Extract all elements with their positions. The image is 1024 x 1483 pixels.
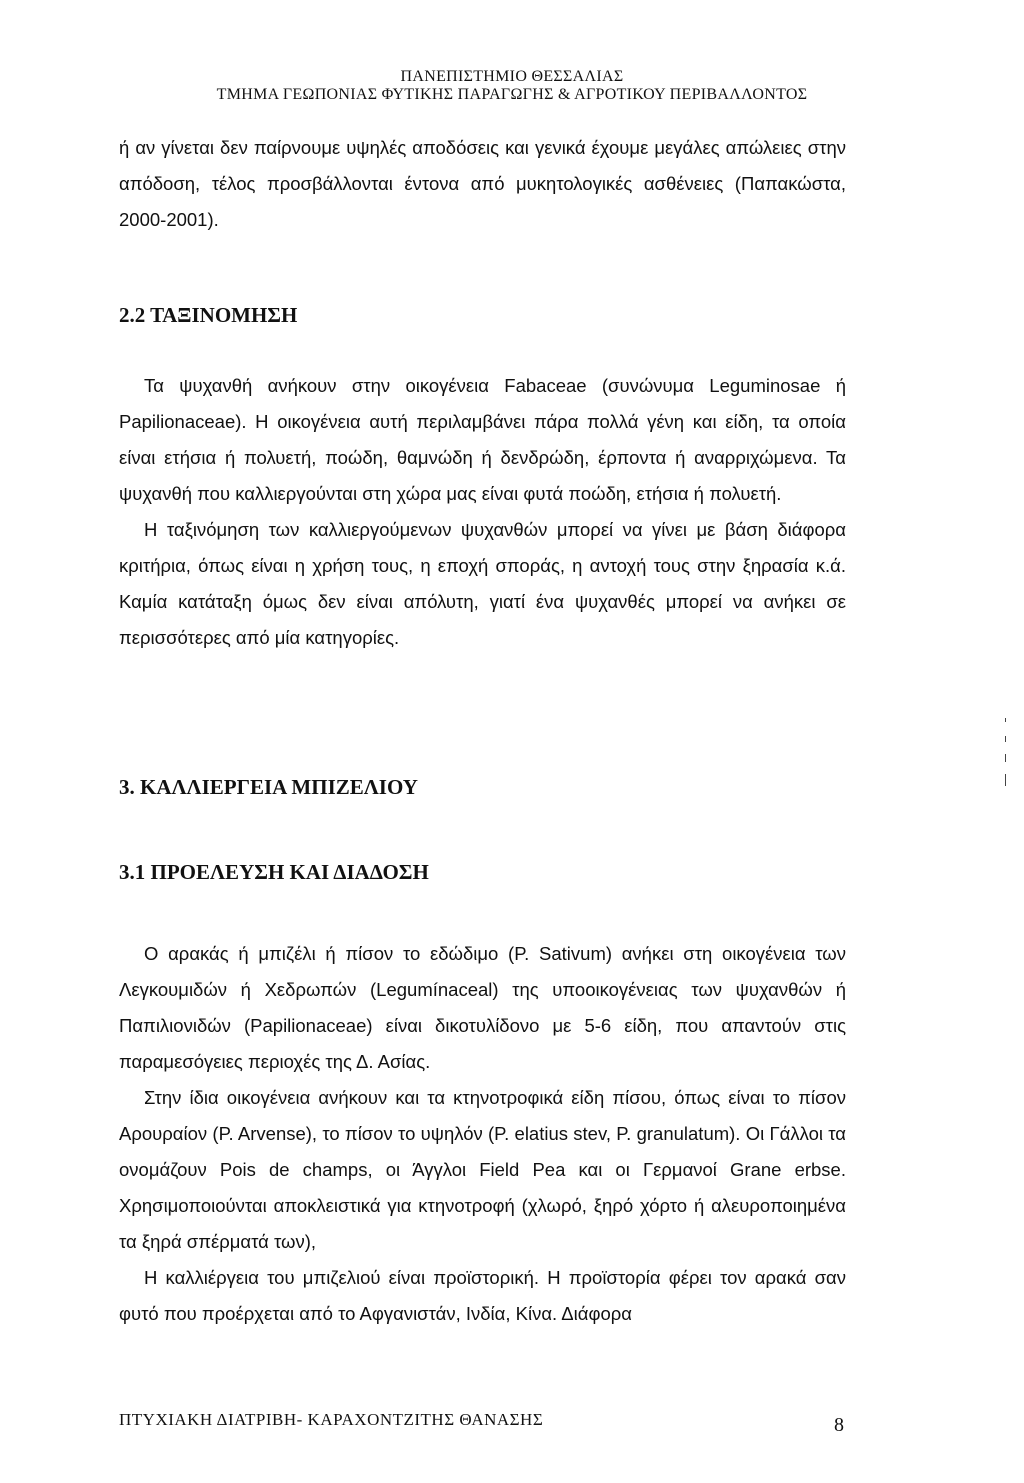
section-3-1-paragraph-1: Ο αρακάς ή μπιζέλι ή πίσον το εδώδιμο (P. Sativum) ανήκει στη οικογένεια των Λεγκουμιδών ή Χεδρωπών (Legumínaceal) της υποοικογένειας των ψυχανθών ή Παπιλιονιδών (Papilionaceae) είναι δικοτυλίδονο με 5-6 είδη, που απαντούν στις παραμεσόγειες περιοχές της Δ. Ασίας. <box>119 943 846 1072</box>
intro-block <box>119 130 846 238</box>
section-2-2-paragraph-1: Τα ψυχανθή ανήκουν στην οικογένεια Fabaceae (συνώνυμα Leguminosae ή Papilionaceae). Η οικογένεια αυτή περιλαμβάνει πάρα πολλά γένη και είδη, τα οποία είναι ετήσια ή πολυετή, ποώδη, θαμνώδη ή δενδρώδη, έρποντα ή αναρριχώμενα. Τα ψυχανθή που καλλιεργούνται στη χώρα μας είναι φυτά ποώδη, ετήσια ή πολυετή. <box>119 375 846 504</box>
section-heading-3-1: 3.1 ΠΡΟΕΛΕΥΣΗ ΚΑΙ ΔΙΑΔΟΣΗ <box>119 860 429 884</box>
section-3-1-paragraph-3: Η καλλιέργεια του μπιζελιού είναι προϊστορική. Η προϊστορία φέρει τον αρακά σαν φυτό που προέρχεται από το Αφγανιστάν, Ινδία, Κίνα. Διάφορα <box>119 1267 846 1324</box>
section-heading-2-2: 2.2 ΤΑΞΙΝΟΜΗΣΗ <box>119 303 298 327</box>
section-2-2-body <box>119 368 846 656</box>
intro-paragraph: ή αν γίνεται δεν παίρνουμε υψηλές αποδόσεις και γενικά έχουμε μεγάλες απώλειες στην απόδοση, τέλος προσβάλλονται έντονα από μυκητολογικές ασθένειες (Παπακώστα, 2000-2001). <box>119 137 846 230</box>
section-3-1-paragraph-2: Στην ίδια οικογένεια ανήκουν και τα κτηνοτροφικά είδη πίσου, όπως είναι το πίσον Αρουραίον (P. Arvense), το πίσον το υψηλόν (P. elatius stev, P. granulatum). Οι Γάλλοι τα ονομάζουν Pois de champs, οι Άγγλοι Field Pea και οι Γερμανοί Grane erbse. Χρησιμοποιούνται αποκλειστικά για κτηνοτροφή (χλωρό, ξηρό χόρτο ή αλευροποιημένα τα ξηρά σπέρματά των), <box>119 1087 846 1252</box>
department-name: ΤΜΗΜΑ ΓΕΩΠΟΝΙΑΣ ΦΥΤΙΚΗΣ ΠΑΡΑΓΩΓΗΣ & ΑΓΡΟΤΙΚΟΥ ΠΕΡΙΒΑΛΛΟΝΤΟΣ <box>216 86 808 103</box>
section-3-1-body <box>119 936 846 1332</box>
margin-marks <box>1004 718 1008 788</box>
page-header <box>0 68 1024 104</box>
section-2-2-paragraph-2: Η ταξινόμηση των καλλιεργούμενων ψυχανθών μπορεί να γίνει με βάση διάφορα κριτήρια, όπως είναι η χρήση τους, η εποχή σποράς, η αντοχή τους στην ξηρασία κ.ά. Καμία κατάταξη όμως δεν είναι απόλυτη, γιατί ένα ψυχανθές μπορεί να ανήκει σε περισσότερες από μία κατηγορίες. <box>119 519 846 648</box>
university-name: ΠΑΝΕΠΙΣΤΗΜΙΟ ΘΕΣΣΑΛΙΑΣ <box>400 68 624 85</box>
section-heading-3: 3. ΚΑΛΛΙΕΡΓΕΙΑ ΜΠΙΖΕΛΙΟΥ <box>119 775 418 799</box>
footer-title: ΠΤΥΧΙΑΚΗ ΔΙΑΤΡΙΒΗ- ΚΑΡΑΧΟΝΤΖΙΤΗΣ ΘΑΝΑΣΗΣ <box>119 1410 544 1429</box>
page-number: 8 <box>834 1414 844 1436</box>
